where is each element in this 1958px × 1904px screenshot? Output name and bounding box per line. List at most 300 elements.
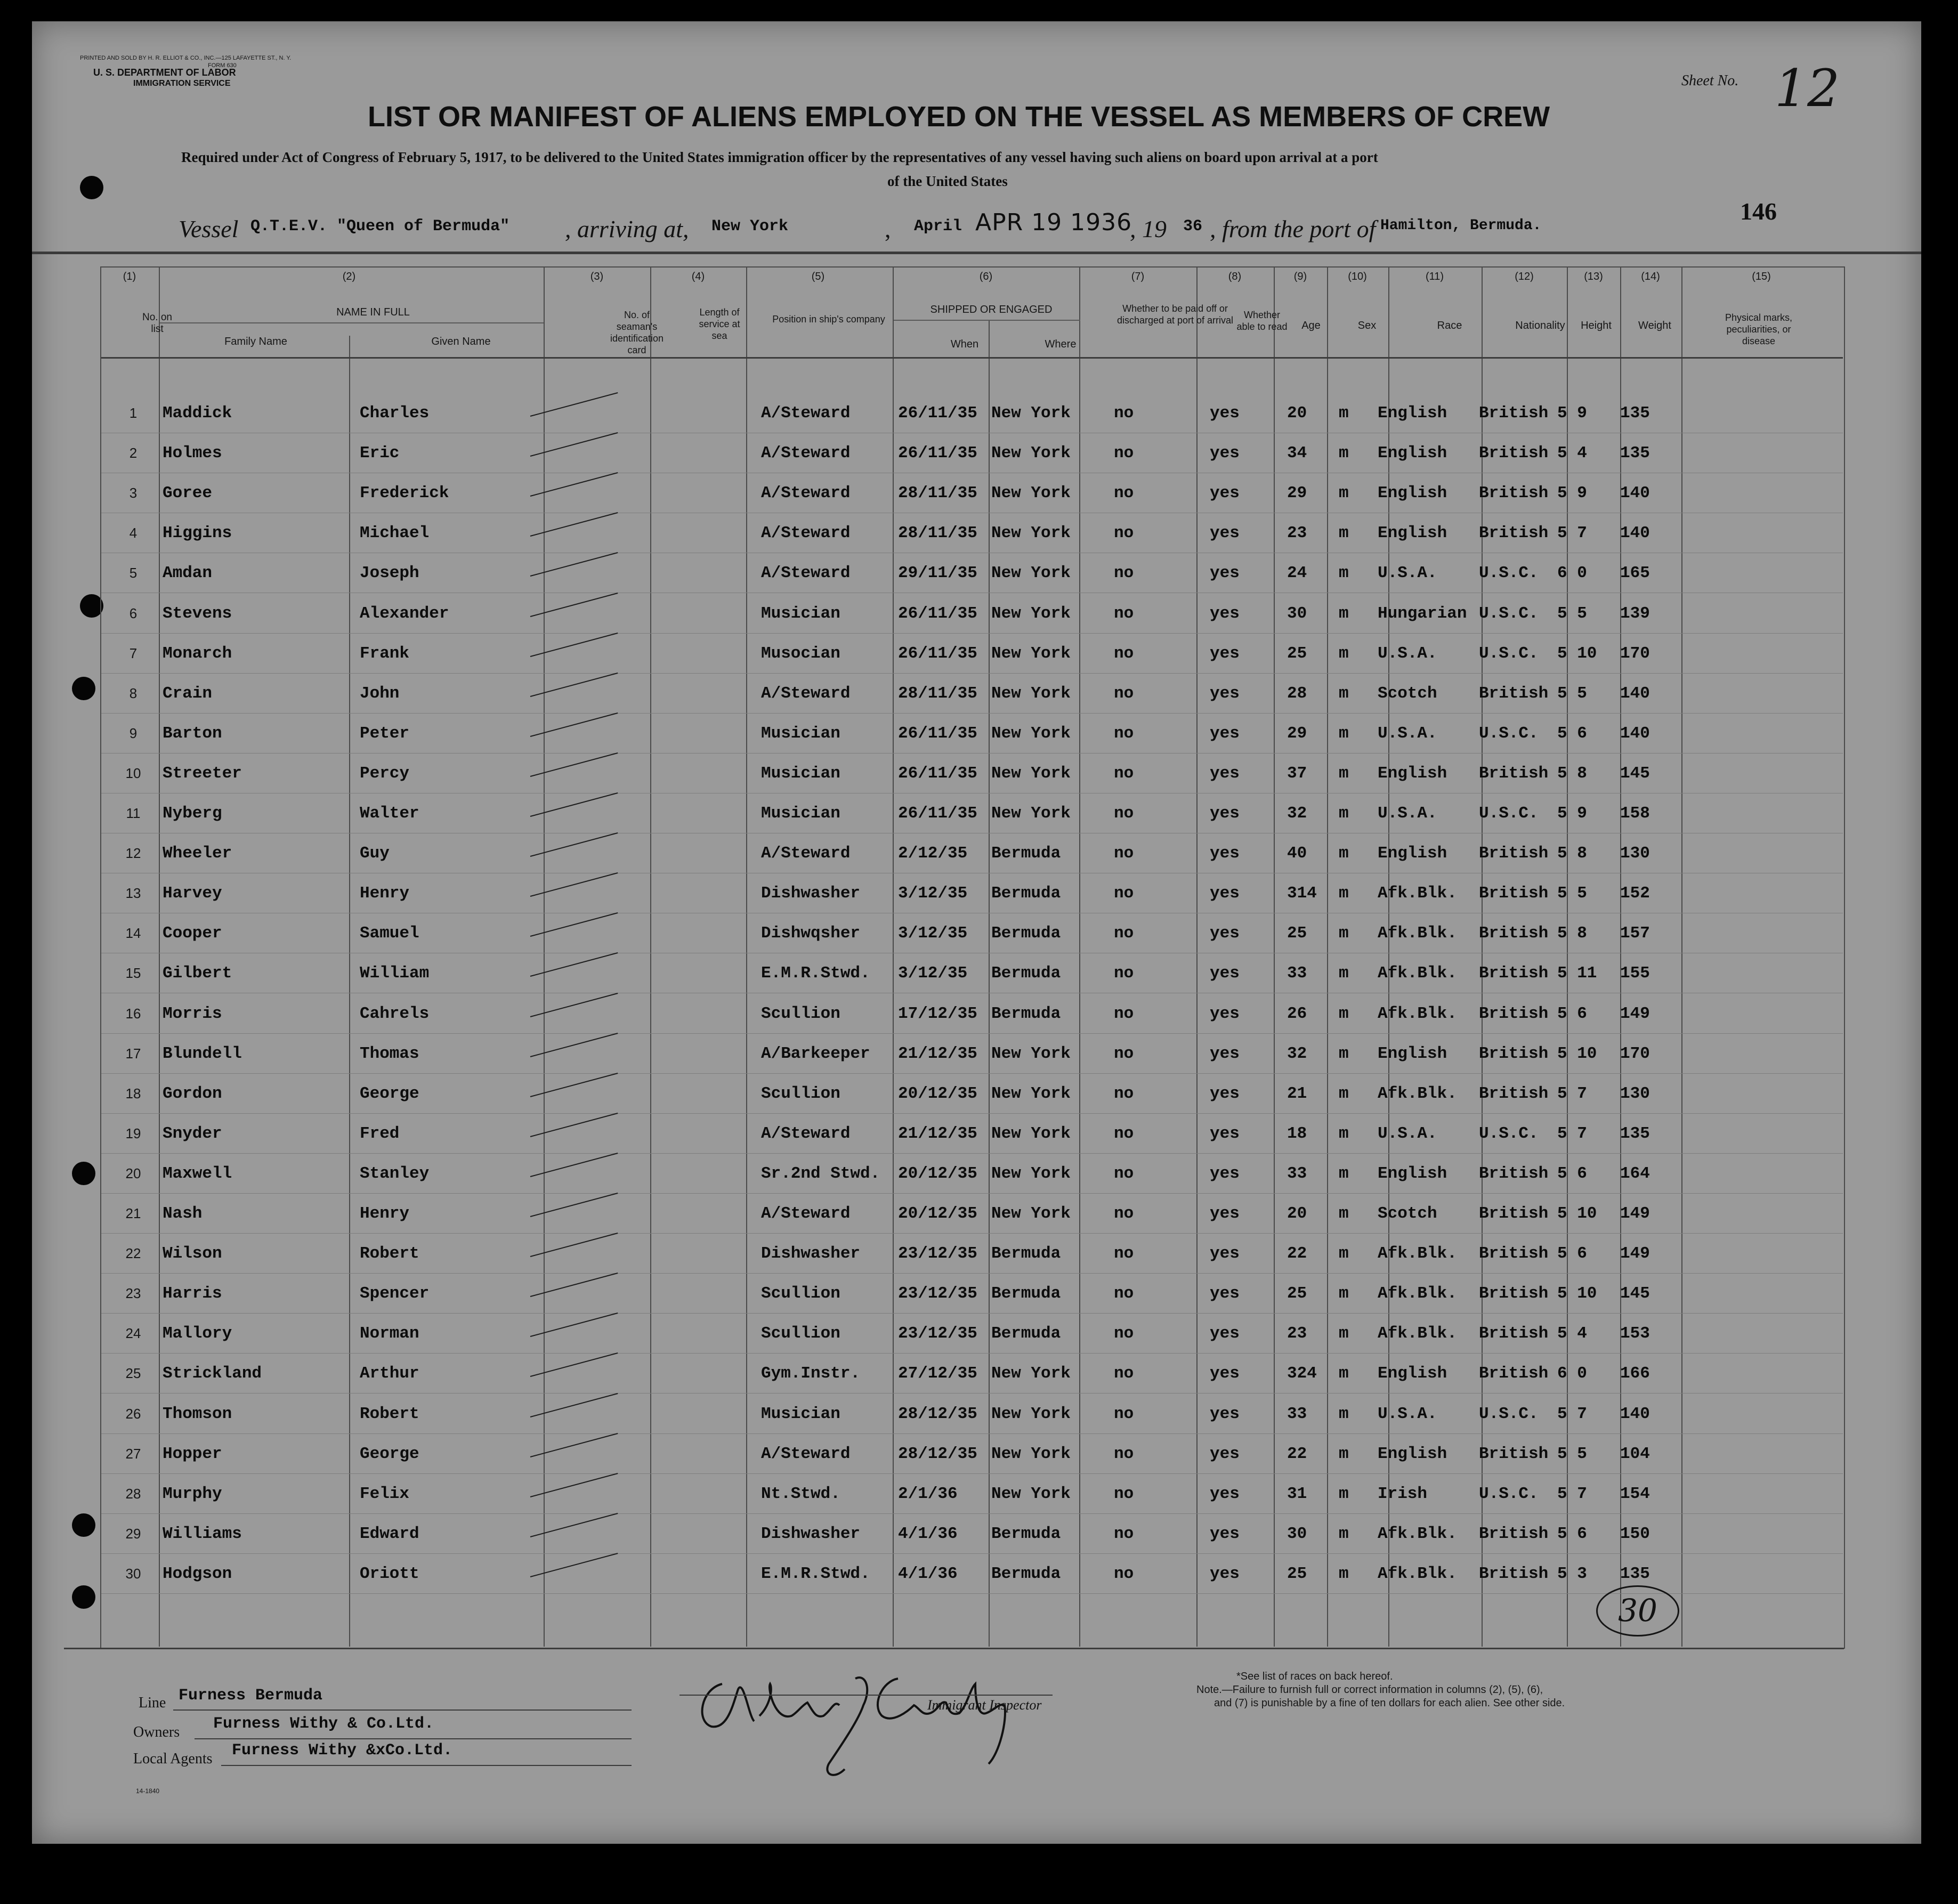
row-number: 30 [125,1565,141,1582]
header-physical-marks: Physical marks, peculiarities, or disease [1725,312,1793,346]
able-to-read-cell: yes [1210,644,1240,663]
race-cell: Afk.Blk. [1378,1324,1457,1343]
family-name-cell: Gilbert [163,964,232,983]
nationality-cell: British [1479,684,1549,703]
family-name-cell: Morris [163,1004,222,1023]
table-row [32,1440,1921,1480]
race-cell: Afk.Blk. [1378,924,1457,943]
family-name-cell: Snyder [163,1124,222,1143]
table-row [32,600,1921,639]
position-cell: Musician [761,1404,840,1423]
able-to-read-cell: yes [1210,964,1240,983]
paid-off-cell: no [1114,884,1134,903]
nationality-cell: British [1479,444,1549,463]
nationality-cell: British [1479,1164,1549,1183]
row-number: 1 [129,405,137,421]
position-cell: A/Steward [761,564,851,583]
given-name-cell: Michael [360,524,430,543]
weight-cell: 140 [1620,1404,1650,1423]
race-cell: Afk.Blk. [1378,1284,1457,1303]
shipped-where-cell: New York [991,444,1071,463]
header-height: Height [1581,320,1612,331]
row-number: 29 [125,1525,141,1542]
weight-cell: 170 [1620,1044,1650,1063]
shipped-when-cell: 26/11/35 [898,804,977,823]
shipped-when-cell: 3/12/35 [898,924,968,943]
position-cell: Musocian [761,644,840,663]
header-position: Position in ship's company [772,314,885,325]
table-row [32,720,1921,759]
table-row [32,1040,1921,1080]
nationality-cell: British [1479,1324,1549,1343]
race-cell: Irish [1378,1484,1428,1503]
paid-off-cell: no [1114,1404,1134,1423]
shipped-when-cell: 21/12/35 [898,1124,977,1143]
line-value: Furness Bermuda [179,1687,323,1705]
sex-cell: m [1339,1124,1349,1143]
shipped-where-cell: Bermuda [991,1244,1061,1263]
vessel-name: Q.T.E.V. "Queen of Bermuda" [250,217,510,236]
row-number: 15 [125,965,141,982]
able-to-read-cell: yes [1210,924,1240,943]
position-cell: Sr.2nd Stwd. [761,1164,880,1183]
vessel-label: Vessel [179,215,239,242]
given-name-cell: Henry [360,1204,410,1223]
given-name-cell: Charles [360,404,430,423]
row-number: 21 [125,1205,141,1221]
table-row [32,880,1921,919]
able-to-read-cell: yes [1210,604,1240,623]
able-to-read-cell: yes [1210,1204,1240,1223]
position-cell: Dishwqsher [761,924,861,943]
position-cell: Musician [761,764,840,783]
paid-off-cell: no [1114,484,1134,503]
height-cell: 5 4 [1557,1324,1587,1343]
comma: , [885,215,891,242]
family-name-cell: Cooper [163,924,222,943]
row-number: 10 [125,765,141,781]
position-cell: A/Steward [761,444,851,463]
able-to-read-cell: yes [1210,404,1240,423]
weight-cell: 145 [1620,764,1650,783]
height-cell: 5 7 [1557,1084,1587,1103]
family-name-cell: Monarch [163,644,232,663]
nationality-cell: U.S.C. [1479,564,1539,583]
given-name-cell: Henry [360,884,410,903]
age-cell: 32 [1287,1044,1307,1063]
race-cell: Afk.Blk. [1378,1244,1457,1263]
position-cell: A/Steward [761,484,851,503]
weight-cell: 150 [1620,1524,1650,1543]
family-name-cell: Hopper [163,1444,222,1463]
weight-cell: 140 [1620,524,1650,543]
table-row [32,1200,1921,1239]
row-rule [101,1153,1843,1154]
paid-off-cell: no [1114,604,1134,623]
shipped-when-cell: 28/11/35 [898,484,977,503]
shipped-where-cell: New York [991,1124,1071,1143]
row-number: 20 [125,1165,141,1181]
age-cell: 28 [1287,684,1307,703]
able-to-read-cell: yes [1210,844,1240,863]
year-value: 36 [1183,217,1203,236]
age-cell: 29 [1287,724,1307,743]
position-cell: Musician [761,804,840,823]
page-number: 146 [1740,198,1777,225]
nationality-cell: British [1479,1284,1549,1303]
age-cell: 18 [1287,1124,1307,1143]
shipped-where-cell: New York [991,1164,1071,1183]
age-cell: 30 [1287,1524,1307,1543]
family-name-cell: Strickland [163,1364,262,1383]
nationality-cell: British [1479,1244,1549,1263]
paid-off-cell: no [1114,964,1134,983]
able-to-read-cell: yes [1210,1484,1240,1503]
shipped-when-cell: 27/12/35 [898,1364,977,1383]
from-port-label: , from the port of [1210,215,1376,242]
paid-off-cell: no [1114,1484,1134,1503]
race-cell: Scotch [1378,684,1437,703]
family-name-cell: Streeter [163,764,242,783]
col-num-6: (6) [979,271,993,282]
sex-cell: m [1339,644,1349,663]
sex-cell: m [1339,1324,1349,1343]
col-num-7: (7) [1131,271,1145,282]
sex-cell: m [1339,564,1349,583]
line-label: Line [139,1695,166,1711]
able-to-read-cell: yes [1210,484,1240,503]
table-row [32,760,1921,799]
shipped-when-cell: 3/12/35 [898,884,968,903]
paid-off-cell: no [1114,1204,1134,1223]
form-code: 14-1840 [136,1787,160,1795]
age-cell: 20 [1287,1204,1307,1223]
shipped-where-cell: New York [991,804,1071,823]
row-number: 17 [125,1045,141,1062]
shipped-where-cell: New York [991,1404,1071,1423]
weight-cell: 149 [1620,1004,1650,1023]
able-to-read-cell: yes [1210,1084,1240,1103]
shipped-when-cell: 28/12/35 [898,1444,977,1463]
shipped-when-cell: 17/12/35 [898,1004,977,1023]
age-cell: 34 [1287,444,1307,463]
row-number: 27 [125,1445,141,1462]
able-to-read-cell: yes [1210,1124,1240,1143]
family-name-cell: Stevens [163,604,232,623]
shipped-when-cell: 28/11/35 [898,524,977,543]
given-name-cell: Peter [360,724,410,743]
sex-cell: m [1339,484,1349,503]
paid-off-cell: no [1114,1164,1134,1183]
col-num-11: (11) [1425,271,1444,282]
sex-cell: m [1339,1364,1349,1383]
race-cell: U.S.A. [1378,1404,1437,1423]
race-cell: Afk.Blk. [1378,884,1457,903]
age-cell: 21 [1287,1084,1307,1103]
race-cell: English [1378,484,1447,503]
age-cell: 26 [1287,1004,1307,1023]
table-row [32,960,1921,999]
position-cell: E.M.R.Stwd. [761,1564,870,1583]
sex-cell: m [1339,444,1349,463]
height-cell: 5 11 [1557,964,1597,983]
nationality-cell: British [1479,1004,1549,1023]
form-number: FORM 630 [208,62,237,69]
given-name-cell: Edward [360,1524,419,1543]
race-cell: Scotch [1378,1204,1437,1223]
weight-cell: 158 [1620,804,1650,823]
nationality-cell: U.S.C. [1479,1124,1539,1143]
height-cell: 5 6 [1557,724,1587,743]
row-number: 16 [125,1005,141,1022]
printer-line: PRINTED AND SOLD BY H. R. ELLIOT & CO., INC.—125 LAFAYETTE ST., N. Y. [80,55,292,61]
height-cell: 5 10 [1557,644,1597,663]
row-rule [101,1513,1843,1514]
col-num-13: (13) [1584,271,1603,282]
shipped-when-cell: 2/1/36 [898,1484,958,1503]
shipped-when-cell: 26/11/35 [898,404,977,423]
sex-cell: m [1339,1444,1349,1463]
owners-label: Owners [133,1724,180,1740]
table-row [32,1160,1921,1200]
circled-total-value: 30 [1618,1592,1657,1628]
height-cell: 5 6 [1557,1004,1587,1023]
col-num-2: (2) [342,271,356,282]
row-number: 9 [129,725,137,741]
manifest-sheet [32,21,1921,1844]
header-where: Where [1045,338,1077,350]
height-cell: 5 10 [1557,1284,1597,1303]
sex-cell: m [1339,524,1349,543]
table-row [32,1280,1921,1319]
weight-cell: 135 [1620,404,1650,423]
position-cell: Scullion [761,1004,840,1023]
paid-off-cell: no [1114,1284,1134,1303]
race-cell: U.S.A. [1378,804,1437,823]
position-cell: A/Steward [761,524,851,543]
weight-cell: 140 [1620,724,1650,743]
row-number: 18 [125,1085,141,1101]
shipped-when-cell: 20/12/35 [898,1204,977,1223]
shipped-where-cell: New York [991,1044,1071,1063]
family-name-cell: Gordon [163,1084,222,1103]
sex-cell: m [1339,1484,1349,1503]
nationality-cell: British [1479,524,1549,543]
table-row [32,480,1921,519]
given-name-cell: Joseph [360,564,419,583]
given-name-cell: Spencer [360,1284,430,1303]
sex-cell: m [1339,1524,1349,1543]
row-number: 7 [129,645,137,661]
subtitle-line-1: Required under Act of Congress of February 5, 1917, to be delivered to the United States immigration officer by the representatives of any vessel having such aliens on board upon arrival at a port [181,149,1378,165]
voyage-underline [32,252,1921,254]
age-cell: 23 [1287,1324,1307,1343]
height-cell: 6 0 [1557,1364,1587,1383]
table-row [32,840,1921,879]
age-cell: 33 [1287,964,1307,983]
table-row [32,800,1921,839]
sex-cell: m [1339,1044,1349,1063]
given-name-cell: Fred [360,1124,400,1143]
weight-cell: 165 [1620,564,1650,583]
family-name-cell: Wheeler [163,844,232,863]
table-row [32,680,1921,719]
nationality-cell: British [1479,964,1549,983]
weight-cell: 130 [1620,844,1650,863]
line-underline [173,1709,632,1711]
table-row [32,640,1921,679]
sex-cell: m [1339,1404,1349,1423]
row-number: 6 [129,605,137,621]
shipped-where-cell: Bermuda [991,884,1061,903]
race-cell: English [1378,404,1447,423]
row-rule [101,1073,1843,1074]
shipped-when-cell: 23/12/35 [898,1244,977,1263]
shipped-where-cell: New York [991,644,1071,663]
height-cell: 5 9 [1557,404,1587,423]
able-to-read-cell: yes [1210,1444,1240,1463]
family-name-cell: Blundell [163,1044,242,1063]
header-name-in-full: NAME IN FULL [336,306,410,318]
col-num-5: (5) [811,271,825,282]
header-paid-off: Whether to be paid off or discharged at port of arrival [1116,303,1234,326]
paid-off-cell: no [1114,724,1134,743]
row-number: 22 [125,1245,141,1262]
height-cell: 5 5 [1557,1444,1587,1463]
race-cell: English [1378,1044,1447,1063]
sex-cell: m [1339,1164,1349,1183]
given-name-cell: Robert [360,1404,419,1423]
height-cell: 5 7 [1557,1404,1587,1423]
given-name-cell: Thomas [360,1044,419,1063]
age-cell: 32 [1287,804,1307,823]
height-cell: 5 7 [1557,1484,1587,1503]
family-name-cell: Goree [163,484,213,503]
age-cell: 25 [1287,1284,1307,1303]
family-name-cell: Maxwell [163,1164,232,1183]
height-cell: 5 5 [1557,684,1587,703]
shipped-when-cell: 26/11/35 [898,444,977,463]
weight-cell: 140 [1620,484,1650,503]
agents-value: Furness Withy &xCo.Ltd. [232,1741,453,1760]
family-name-cell: Holmes [163,444,222,463]
col-num-12: (12) [1515,271,1534,282]
shipped-where-cell: Bermuda [991,964,1061,983]
paid-off-cell: no [1114,1004,1134,1023]
paid-off-cell: no [1114,1124,1134,1143]
family-name-cell: Murphy [163,1484,222,1503]
height-cell: 5 5 [1557,604,1587,623]
row-rule [101,1233,1843,1234]
paid-off-cell: no [1114,844,1134,863]
shipped-when-cell: 26/11/35 [898,644,977,663]
given-name-cell: Robert [360,1244,419,1263]
nationality-cell: British [1479,1364,1549,1383]
given-name-cell: William [360,964,430,983]
position-cell: Musician [761,724,840,743]
row-rule [101,1433,1843,1434]
col-num-1: (1) [123,271,136,282]
row-rule [101,1473,1843,1474]
height-cell: 5 6 [1557,1524,1587,1543]
row-number: 13 [125,885,141,902]
sex-cell: m [1339,1284,1349,1303]
paid-off-cell: no [1114,524,1134,543]
penalty-note-line-2: and (7) is punishable by a fine of ten dollars for each alien. See other side. [1214,1697,1565,1709]
position-cell: Dishwasher [761,884,861,903]
shipped-where-cell: New York [991,1084,1071,1103]
shipped-where-cell: New York [991,1444,1071,1463]
able-to-read-cell: yes [1210,1044,1240,1063]
agents-label: Local Agents [133,1751,213,1767]
nationality-cell: British [1479,1084,1549,1103]
table-row [32,1360,1921,1399]
able-to-read-cell: yes [1210,1164,1240,1183]
given-name-cell: George [360,1444,419,1463]
table-row [32,1480,1921,1520]
col-num-14: (14) [1641,271,1660,282]
inspector-label: Immigrant Inspector [927,1697,1042,1713]
shipped-when-cell: 4/1/36 [898,1564,958,1583]
given-name-cell: Samuel [360,924,419,943]
given-name-cell: Alexander [360,604,449,623]
position-cell: A/Steward [761,1204,851,1223]
position-cell: A/Steward [761,404,851,423]
given-name-cell: Eric [360,444,400,463]
paid-off-cell: no [1114,404,1134,423]
given-name-cell: Guy [360,844,390,863]
arriving-port: New York [711,217,789,236]
row-number: 23 [125,1285,141,1302]
table-row [32,1320,1921,1359]
height-cell: 5 8 [1557,764,1587,783]
nationality-cell: U.S.C. [1479,604,1539,623]
weight-cell: 153 [1620,1324,1650,1343]
shipped-where-cell: Bermuda [991,1284,1061,1303]
row-number: 28 [125,1485,141,1502]
sex-cell: m [1339,804,1349,823]
agents-underline [221,1765,632,1766]
arriving-label: , arriving at, [565,215,689,242]
row-rule [101,1113,1843,1114]
row-rule [101,1313,1843,1314]
header-bottom-rule [101,357,1843,359]
weight-cell: 164 [1620,1164,1650,1183]
race-cell: Afk.Blk. [1378,1004,1457,1023]
paid-off-cell: no [1114,644,1134,663]
header-weight: Weight [1638,320,1671,331]
row-number: 19 [125,1125,141,1141]
paid-off-cell: no [1114,764,1134,783]
race-cell: Afk.Blk. [1378,1084,1457,1103]
family-name-cell: Hodgson [163,1564,232,1583]
age-cell: 24 [1287,564,1307,583]
position-cell: A/Steward [761,1444,851,1463]
table-row [32,560,1921,599]
shipped-where-cell: Bermuda [991,924,1061,943]
shipped-where-cell: New York [991,564,1071,583]
able-to-read-cell: yes [1210,804,1240,823]
row-number: 26 [125,1405,141,1422]
paid-off-cell: no [1114,1324,1134,1343]
position-cell: A/Steward [761,684,851,703]
race-cell: Hungarian [1378,604,1467,623]
family-name-cell: Maddick [163,404,232,423]
shipped-when-cell: 20/12/35 [898,1084,977,1103]
given-name-cell: Walter [360,804,419,823]
nationality-cell: British [1479,1524,1549,1543]
year-prefix: , 19 [1130,215,1167,242]
